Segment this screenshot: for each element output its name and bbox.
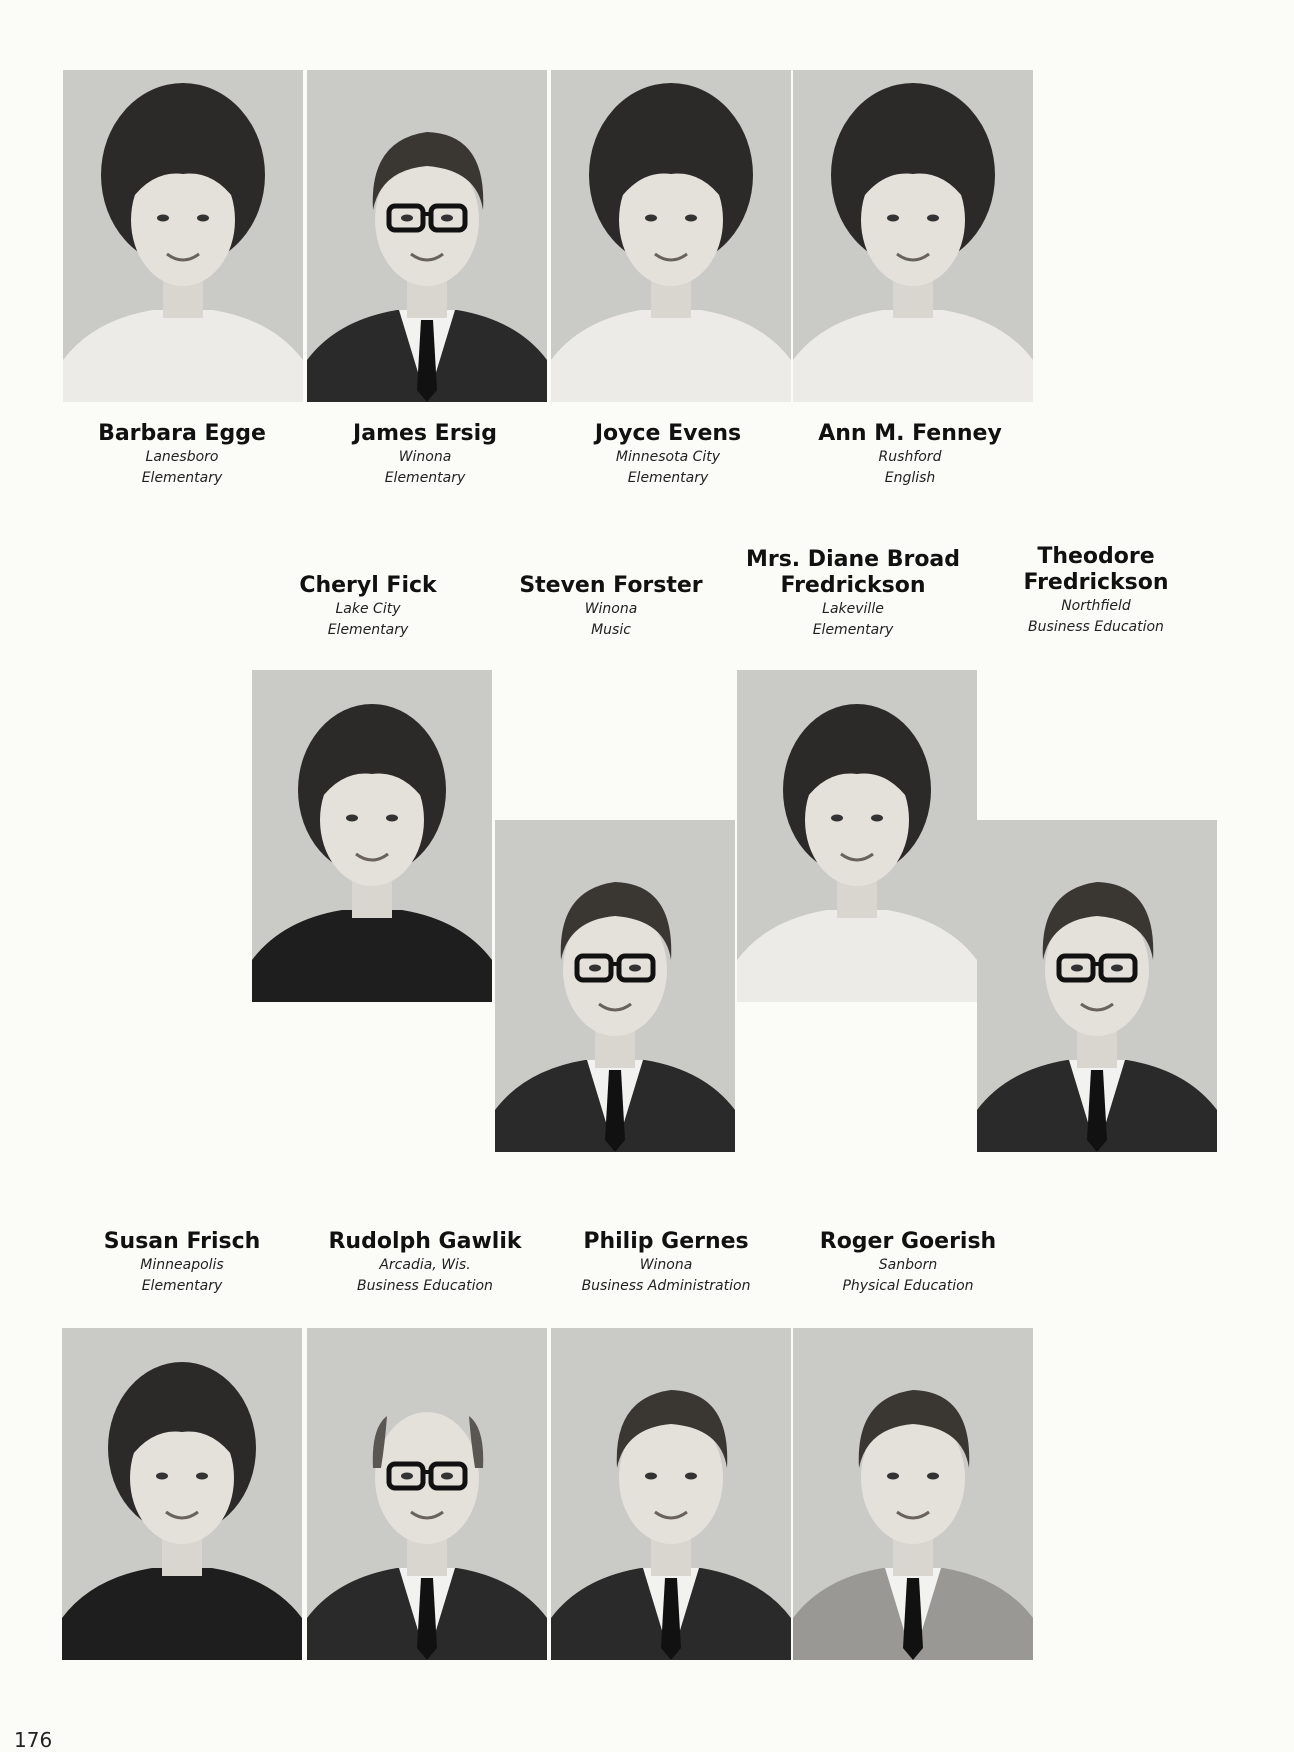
portrait-svg [62,1328,302,1660]
student-major: Business Education [357,1278,493,1294]
student-name: Roger Goerish [819,1229,997,1254]
portrait-photo [977,820,1217,1152]
eye-icon [346,815,358,822]
portrait-svg [63,70,303,402]
eye-icon [197,215,209,222]
eye-icon [887,215,899,222]
portrait-photo [63,70,303,402]
eye-icon [157,215,169,222]
student-hometown: Northfield [1061,598,1131,614]
caption-steven-forster [481,573,741,641]
student-name: Ann M. Fenney [818,421,1002,446]
page-number: 176 [14,1728,53,1752]
portrait-photo [307,1328,547,1660]
portrait-photo [252,670,492,1002]
portrait-photo [495,820,735,1152]
student-name-line1: Theodore [1037,544,1155,569]
portrait-photo [551,1328,791,1660]
portrait-photo [793,70,1033,402]
portrait-svg [793,1328,1033,1660]
student-hometown: Lanesboro [145,449,219,465]
caption-philip-gernes [536,1229,796,1297]
eye-icon [629,965,641,972]
caption-joyce-evens [538,421,798,489]
eye-icon [589,965,601,972]
portrait-photo [737,670,977,1002]
eye-icon [871,815,883,822]
portrait-svg [551,1328,791,1660]
caption-susan-frisch [52,1229,312,1297]
portrait-photo [62,1328,302,1660]
eye-icon [196,1473,208,1480]
student-major: Elementary [141,1278,223,1294]
student-name-line1: Mrs. Diane Broad [745,547,961,572]
eye-icon [645,215,657,222]
portrait-svg [551,70,791,402]
student-major: Elementary [141,470,223,486]
portrait-svg [307,70,547,402]
student-major: Elementary [384,470,466,486]
eye-icon [386,815,398,822]
student-major: Music [591,622,631,638]
student-name-line2: Fredrickson [780,573,926,598]
student-major: Elementary [627,470,709,486]
portrait-svg [793,70,1033,402]
student-major: Physical Education [842,1278,974,1294]
eye-icon [685,1473,697,1480]
portrait-svg [977,820,1217,1152]
portrait-svg [307,1328,547,1660]
eye-icon [1071,965,1083,972]
student-hometown: Winona [584,601,638,617]
caption-theodore-fredrickson [966,544,1226,638]
student-name: Susan Frisch [103,1229,261,1254]
student-hometown: Rushford [878,449,942,465]
portrait-photo [307,70,547,402]
eye-icon [401,1473,413,1480]
eye-icon [645,1473,657,1480]
student-hometown: Winona [639,1257,693,1273]
student-hometown: Lake City [335,601,401,617]
student-hometown: Minnesota City [615,449,721,465]
caption-barbara-egge [52,421,312,489]
portrait-svg [495,820,735,1152]
caption-rudolph-gawlik [295,1229,555,1297]
student-hometown: Winona [398,449,452,465]
student-hometown: Minneapolis [140,1257,224,1273]
eye-icon [401,215,413,222]
student-major: English [884,470,936,486]
eye-icon [441,1473,453,1480]
caption-diane-fredrickson [723,547,983,641]
eye-icon [927,215,939,222]
portrait-svg [252,670,492,1002]
student-name-line2: Fredrickson [1023,570,1169,595]
student-name: Barbara Egge [98,421,266,446]
student-hometown: Lakeville [822,601,884,617]
eye-icon [685,215,697,222]
student-name: Cheryl Fick [299,573,437,598]
portrait-photo [551,70,791,402]
student-name: James Ersig [353,421,497,446]
eye-icon [441,215,453,222]
student-major: Business Administration [581,1278,751,1294]
student-hometown: Arcadia, Wis. [379,1257,471,1273]
student-major: Elementary [327,622,409,638]
student-name: Philip Gernes [583,1229,749,1254]
eye-icon [156,1473,168,1480]
portrait-photo [793,1328,1033,1660]
caption-james-ersig [295,421,555,489]
eye-icon [887,1473,899,1480]
eye-icon [927,1473,939,1480]
student-major: Business Education [1028,619,1164,635]
student-name: Joyce Evens [594,421,742,446]
student-major: Elementary [812,622,894,638]
caption-cheryl-fick [238,573,498,641]
eye-icon [831,815,843,822]
caption-roger-goerish [778,1229,1038,1297]
student-hometown: Sanborn [878,1257,938,1273]
portrait-svg [737,670,977,1002]
student-name: Steven Forster [519,573,703,598]
student-name: Rudolph Gawlik [328,1229,522,1254]
eye-icon [1111,965,1123,972]
caption-ann-fenney [780,421,1040,489]
